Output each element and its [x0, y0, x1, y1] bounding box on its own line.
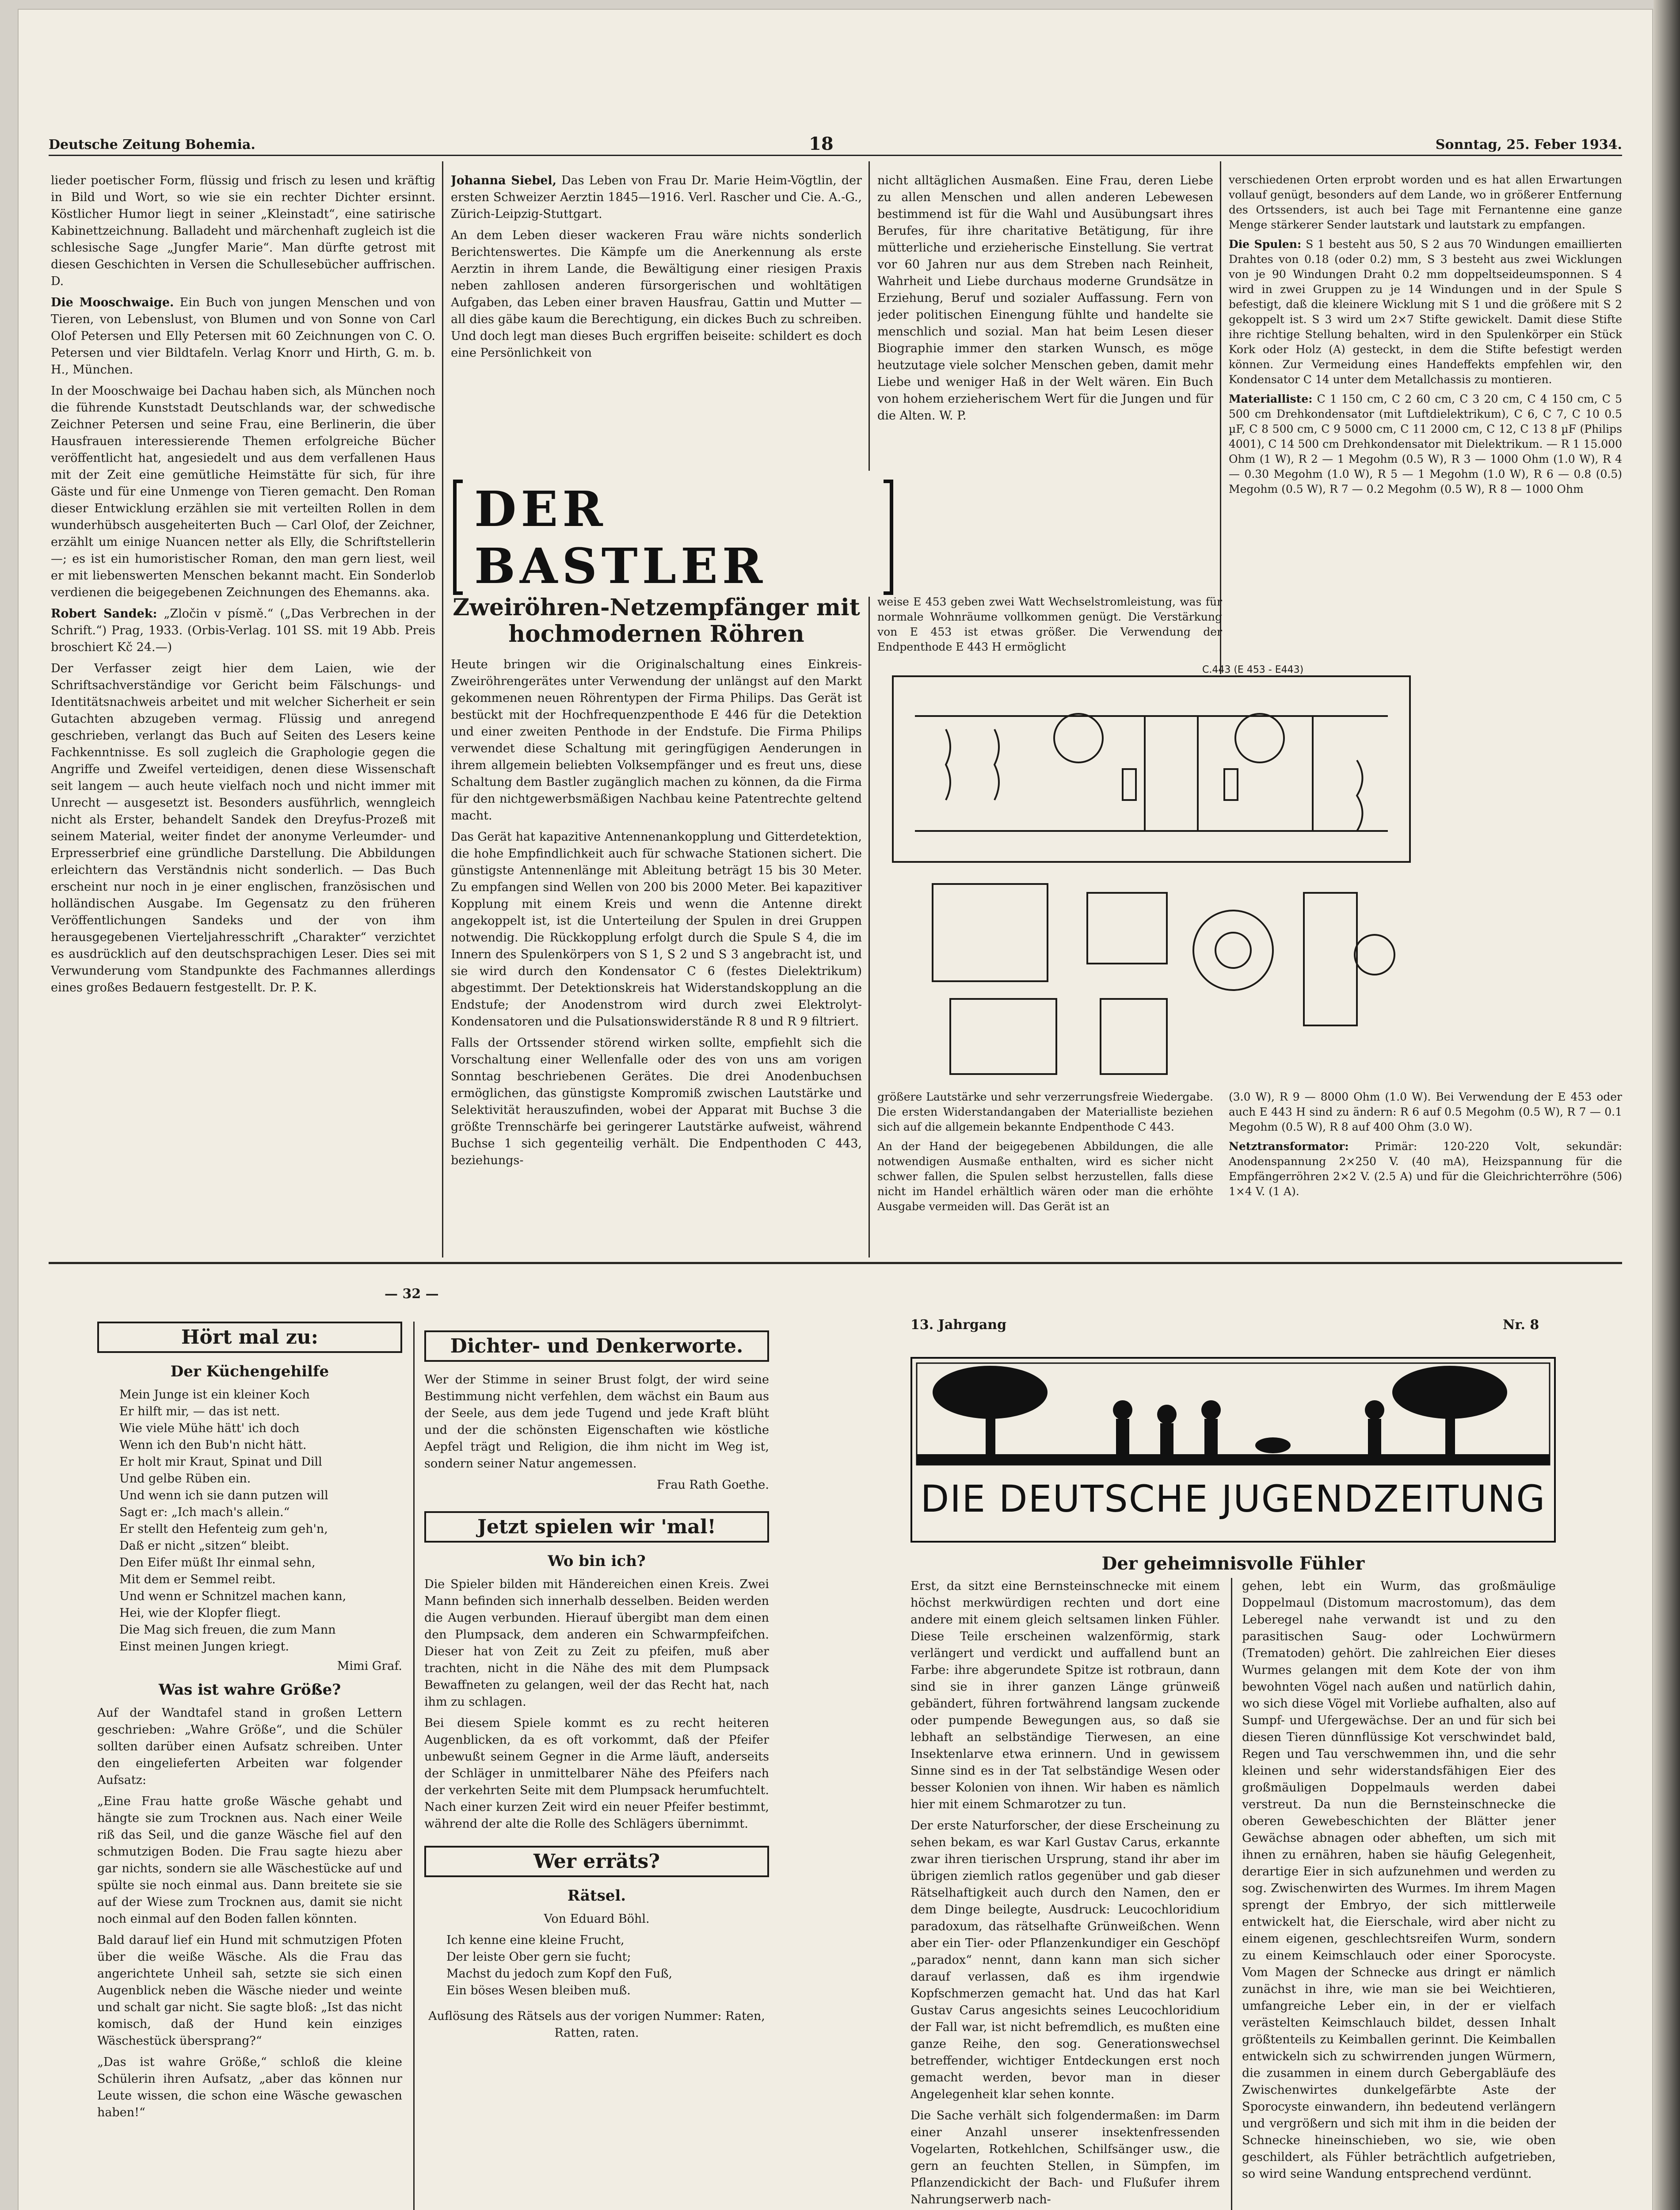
column-rule: [1231, 1578, 1232, 2210]
spielen-title: Jetzt spielen wir 'mal!: [424, 1511, 769, 1543]
poem-line: Wenn ich den Bub'n nicht hätt.: [119, 1438, 307, 1452]
review-text: [51, 606, 435, 656]
header-paper-name: Deutsche Zeitung Bohemia.: [49, 137, 255, 152]
article-text: [1229, 1139, 1622, 1199]
jahrgang-label: 13. Jahrgang: [910, 1317, 1007, 1333]
bastler-article-top: [877, 594, 1222, 661]
article-text: größere Lautstärke und sehr verzerrungsfreie Wiedergabe. Die ersten Widerstandangaben der Materialliste beziehen sich auf die allgemein bekannte Endpenthode C 443.: [877, 1090, 1213, 1133]
poem-line: Den Eifer müßt Ihr einmal sehn,: [119, 1556, 316, 1570]
poem-line: Er hilft mir, — das ist nett.: [119, 1405, 280, 1418]
page-header: [49, 133, 1622, 156]
review-text: Das Leben von Frau Dr. Marie Heim-Vögtlin, der ersten Schweizer Aerztin 1845—1916. Verl. Rascher und Cie. A.-G., Zürich-Leipzig-Stuttgart.: [451, 174, 862, 221]
article-text: Der erste Naturforscher, der diese Erscheinung zu sehen bekam, es war Karl Gustav Carus, erkannte zwar ihren tierischen Ursprung, stand ihr aber im übrigen ziemlich ratlos gegenüber und gab dieser Rätselhaftigkeit auch durch den Namen, den er dem Dinge beilegte, Ausdruck: Leucochloridium paradoxum, das rätselhafte Grünweißchen. Wenn aber ein Tier- oder Pflanzenkundiger ein Geschöpf „paradox“ nennt, dann kann man sich sicher darauf verlassen, daß es ihm irgendwie Kopfschmerzen gemacht hat. Und das hat Karl Gustav Carus angesichts seines Leucochloridium der Fall war, ist nicht befremdlich, es mußten eine ganze Reihe, den sog. Generationswechsel betreffender, wichtiger Entdeckungen erst noch gemacht werden, bevor man in dieser Angelegenheit klar sehen konnte.: [910, 1819, 1220, 2101]
article-text: An der Hand der beigegebenen Abbildungen, die alle notwendigen Ausmaße enthalten, wird es sicher nicht schwer fallen, die Spulen selbst herzustellen, falls diese nicht im Handel erhältlich wären oder man die erhöhte Ausgabe vermeiden will. Das Gerät ist an: [877, 1140, 1213, 1213]
article-text: gehen, lebt ein Wurm, das großmäulige Doppelmaul (Distomum macrostomum), das dem Leberegel nahe verwandt ist und zu den parasitischen Saug- oder Lochwürmern (Trematoden) gehört. Die zahlreichen Eier dieses Wurmes gelangen mit dem Kote der von ihm bewohnten Vögel nach außen und natürlich dahin, wo sich diese Vögel mit Vorliebe aufhalten, also auf Sumpf- und Ufergewächse. Der an und für sich bei diesen Tieren dünnflüssige Kot verschwindet bald, Regen und Tau verschwemmen ihn, und die sehr kleinen und sehr widerstandsfähigen Eier des großmäuligen Doppelmauls werden dabei verstreut. Da nun die Bernsteinschnecke die oberen Gewebeschichten der Blätter jener Gewächse abnagen oder abheften, um sich mit ihnen zu ernähren, haben sie häufig Gelegenheit, derartige Eier in sich aufzunehmen und werden zu sog. Zwischenwirten des Wurmes. Im ihrem Magen sprengt der Embryo, der sich mittlerweile entwickelt hat, die Eierschale, wird aber nicht zu einem eigenen, geschlechtsreifen Wurm, sondern zu einem Keimschlauch oder einer Sporocyste. Vom Magen der Schnecke aus dringt er nämlich zunächst in ihre, wie man sie bei Weichtieren, umfangreiche Leber ein, in der er vielfach verästelten Keimschlauch bildet, dessen Inhalt größtenteils zu Keimballen gerinnt. Die Keimballen entwickeln sich zu schwirrenden jungen Würmern, die zusammen in einem durch Gebergabläufe des Zwischenwirtes dunkelgefärbte Aste der Sporocyste einwandern, ihn bedeutend verlängern und vergrößern und sich mit ihm in die beiden der Schnecke hineinschieben, wo sie, wie oben geschildert, als Fühler beträchtlich aufgetrieben, so wird seine Wandung entsprechend verdünnt.: [1242, 1579, 1556, 2181]
review-text: „Zločin v písmě.“ („Das Verbrechen in der Schrift.“) Prag, 1933. (Orbis-Verlag. 101 SS. mit 19 Abb. Preis broschiert Kč 24.—): [51, 607, 435, 654]
poem-line: Hei, wie der Klopfer fliegt.: [119, 1606, 281, 1620]
hoert-mal-column: [97, 1322, 402, 2210]
section-label: Netztransformator:: [1229, 1140, 1349, 1153]
review-text: In der Mooschwaige bei Dachau haben sich, als München noch die führende Kunststadt Deutschlands war, der schwedische Zeichner Petersen und seine Frau, eine Berlinerin, die über Hausfrauen interessierende Themen erfolgreiche Bücher veröffentlicht hat, angesiedelt und aus dem verfallenen Haus mit der Zeit eine gemütliche Heimstätte für sich, für ihre Gäste und für eine Unmenge von Tieren gemacht. Den Roman dieser Entwicklung erzählen sie mit verteilten Rollen in dem wunderhübsch ausgeheiterten Buch — Carl Olof, der Zeichner, erzählt um einige Nuancen netter als Elly, die Schriftstellerin —; es ist ein humoristischer Roman, den man gern liest, weil er mit liebenswerten Menschen bekannt macht. Ein Sonderlob verdienen die beigegebenen Zeichnungen des Ehemanns. aka.: [51, 384, 435, 599]
column-rule: [413, 1322, 415, 2210]
story-text: Bald darauf lief ein Hund mit schmutzigen Pfoten über die weiße Wäsche. Als die Frau das angerichtete Unheil sah, setzte sie sich einen Augenblick neben die Wäsche nieder und weinte und schalt gar nicht. Sie sagte bloß: „Ist das nicht komisch, daß der Hund kein einziges Wäschestück übersprang?“: [97, 1933, 402, 2048]
dichter-title: Dichter- und Denkerworte.: [424, 1330, 769, 1362]
dichter-column: [424, 1330, 769, 2210]
poem-line: Wie viele Mühe hätt' ich doch: [119, 1421, 300, 1435]
fuehler-column-1: [910, 1578, 1220, 2210]
article-text: C 1 150 cm, C 2 60 cm, C 3 20 cm, C 4 150 cm, C 5 500 cm Drehkondensator (mit Luftdielektrikum), C 6, C 7, C 10 0.5 µF, C 8 500 cm, C 9 5000 cm, C 11 2000 cm, C 12, C 13 8 µF (Philips 4001), C 14 500 cm Drehkondensator mit Dielektrikum. — R 1 15.000 Ohm (1 W), R 2 — 1 Megohm (0.5 W), R 3 — 1000 Ohm (1.0 W), R 4 — 0.30 Megohm (1.0 W), R 5 — 1 Megohm (1.0 W), R 6 — 0.8 (0.5) Megohm (0.5 W), R 7 — 0.2 Megohm (0.5 W), R 8 — 1000 Ohm: [1229, 392, 1622, 495]
poem-kuechengehilfe: [97, 1387, 402, 1655]
poem-author: Mimi Graf.: [337, 1659, 402, 1673]
article-text: Die Sache verhält sich folgendermaßen: im Darm einer Anzahl unserer insektenfressenden Vogelarten, Rotkehlchen, Schilfsänger usw., die gern an feuchten Stellen, in Sümpfen, im Pflanzendickicht der Bach- und Flußufer ihrem Nahrungserwerb nach-: [910, 2109, 1220, 2206]
newspaper-page: [18, 9, 1653, 2210]
page-number-left: — 32 —: [385, 1286, 439, 1302]
review-title: Die Mooschwaige.: [51, 296, 174, 309]
story-title: Was ist wahre Größe?: [158, 1681, 341, 1699]
poem-title: Der Küchengehilfe: [170, 1363, 329, 1380]
poem-line: Er stellt den Hefenteig zum geh'n,: [119, 1522, 328, 1536]
article-text: Falls der Ortssender störend wirken sollte, empfiehlt sich die Vorschaltung einer Wellenfalle oder des von uns am vorigen Sonntag beschriebenen Gerätes. Die drei Anodenbuchsen ermöglichen, das günstigste Kompromiß zwischen Lautstärke und Selektivität herauszufinden, wobei der Apparat mit Buchse 3 die größte Trennschärfe bei geringerer Lautstärke aufweist, während Buchse 1 sich gegenteilig verhält. Die Endpenthoden C 443, beziehungs-: [451, 1036, 862, 1167]
review-text: An dem Leben dieser wackeren Frau wäre nichts sonderlich Berichtenswertes. Die Kämpfe um die Anerkennung als erste Aerztin in ihrem Lande, die Bewältigung einer riesigen Praxis neben zahllosen anderen fürsorgerischen und wohltätigen Aufgaben, das Leben einer braven Hausfrau, Gattin und Mutter — all dies gäbe kaum die Berechtigung, ein dickes Buch zu schreiben. Und doch legt man dieses Buch ergriffen beiseite: schildert es doch eine Persönlichkeit von: [451, 229, 862, 360]
review-text: [451, 172, 862, 223]
story-text: Auf der Wandtafel stand in großen Lettern geschrieben: „Wahre Größe“, und die Schüler sollten darüber einen Aufsatz schreiben. Unter den eingelieferten Arbeiten war folgender Aufsatz:: [97, 1706, 402, 1787]
page-edge: [1653, 0, 1680, 2210]
poem-line: Mein Junge ist ein kleiner Koch: [119, 1388, 310, 1402]
poem-line: Sagt er: „Ich mach's allein.“: [119, 1505, 290, 1519]
book-review-continued: [877, 172, 1213, 464]
article-text: (3.0 W), R 9 — 8000 Ohm (1.0 W). Bei Verwendung der E 453 oder auch E 443 H sind zu ändern: R 6 auf 0.5 Megohm (0.5 W), R 7 — 0.1 Megohm (0.5 W), R 8 auf 400 Ohm (3.0 W).: [1229, 1090, 1622, 1133]
story-text: „Eine Frau hatte große Wäsche gehabt und hängte sie zum Trocknen aus. Nach einer Weile riß das Seil, und die ganze Wäsche fiel auf den schmutzigen Boden. Die Frau sagte hiezu aber gar nichts, sondern sie alle Wäschestücke auf und spülte sie noch einmal aus. Dann breitete sie sie auf der Wiese zum Trocknen aus, damit sie nicht noch einmal auf den Boden fallen könnten.: [97, 1795, 402, 1926]
section-label: Materialliste:: [1229, 392, 1313, 405]
review-text: Ein Buch von jungen Menschen und von Tieren, von Lebenslust, von Blumen und von Sonne von Carl Olof Petersen und Elly Petersen mit 60 Zeichnungen von C. O. Petersen und vier Bildtafeln. Verlag Knorr und Hirth, G. m. b. H., München.: [51, 296, 435, 377]
story-text: „Das ist wahre Größe,“ schloß die kleine Schülerin ihren Aufsatz, „aber das können nur Leute wissen, die schon eine Wäsche gewaschen haben!“: [97, 2055, 402, 2119]
game-text: Die Spieler bilden mit Händereichen einen Kreis. Zwei Mann befinden sich innerhalb desselben. Beiden werden die Augen verbunden. Hierauf übergibt man dem einen den Plumpsack, dem anderen ein Schwarmpfeifchen. Dieser hat von Zeit zu Zeit zu pfeifen, muß aber trachten, nicht in die Nähe des mit dem Plumpsack Bewaffneten zu gelangen, weil der das Recht hat, nach ihm zu schlagen.: [424, 1577, 769, 1709]
review-title: Johanna Siebel,: [451, 174, 557, 187]
article-text: [1229, 237, 1622, 387]
riddle-title: Rätsel.: [567, 1887, 626, 1905]
riddle-line: Ein böses Wesen bleiben muß.: [446, 1984, 631, 1997]
column-rule: [869, 597, 870, 1257]
header-page-number: 18: [809, 133, 834, 154]
book-reviews-column: [51, 172, 435, 1251]
riddle-line: Ich kenne eine kleine Frucht,: [446, 1933, 625, 1947]
hoert-title: Hört mal zu:: [97, 1322, 402, 1353]
bastler-banner: [453, 480, 893, 595]
riddle-poem: [424, 1932, 769, 1999]
game-title: Wo bin ich?: [548, 1552, 646, 1570]
issue-number: Nr. 8: [1503, 1317, 1539, 1333]
poem-line: Und gelbe Rüben ein.: [119, 1472, 251, 1486]
review-text: nicht alltäglichen Ausmaßen. Eine Frau, deren Liebe zu allen Menschen und allen anderen Lebewesen bestimmend ist für die Wahl und Ausübungsart ihres Berufes, für ihre charitative Betätigung, für ihre mütterliche und erzieherische Einstellung. Sie vertrat vor 60 Jahren nur aus dem Streben nach Reinheit, Wahrheit und Liebe durchaus moderne Grundsätze in Erziehung, Beruf und sozialer Auffassung. Fern von jeder politischen Einengung fühlte und handelte sie menschlich und sozial. Man hat beim Lesen dieser Biographie immer den starken Wunsch, es möge heutzutage viele solcher Menschen geben, damit mehr Liebe und weniger Haß in der Welt wären. Ein Buch von hohem erzieherischem Wert für die Jungen und für die Alten. W. P.: [877, 174, 1213, 423]
riddle-author: Von Eduard Böhl.: [544, 1912, 650, 1926]
quote-text: Wer der Stimme in seiner Brust folgt, der wird seine Bestimmung nicht verfehlen, dem wächst ein Baum aus der Seele, aus dem jede Tugend und jede Kraft blüht und der die schönsten Eigenschaften wie köstliche Aepfel trägt und Religion, die ihm nicht im Weg ist, sondern seiner Natur angemessen.: [424, 1373, 769, 1471]
schematic-label: C.443 (E 453 - E443): [1202, 664, 1304, 675]
article-text: Primär: 120-220 Volt, sekundär: Anodenspannung 2×250 V. (40 mA), Heizspannung für die Empfängerröhren 2×2 V. (2.5 A) und für die Gleichrichterröhre (506) 1×4 V. (1 A).: [1229, 1140, 1622, 1198]
review-text: Der Verfasser zeigt hier dem Laien, wie der Schriftsachverständige vor Gericht beim Fälschungs- und Identitätsnachweis arbeitet und mit welcher Sicherheit er sein Gutachten abzugeben vermag. Flüssig und anregend geschrieben, verlangt das Buch auf Seiten des Lesers keine Fachkenntnisse. Es soll zugleich die Graphologie gegen die Angriffe und Zweifel verteidigen, denen diese Wissenschaft seit langem — auch heute vielfach noch und nicht immer mit Unrecht — ausgesetzt ist. Besonders ausführlich, wenngleich nicht als Erster, behandelt Sandek den Dreyfus-Prozeß mit seinem Material, weiter findet der anonyme Verleumder- und Erpresserbrief eine gründliche Darstellung. Die Abbildungen erleichtern das Verständnis nicht sonderlich. — Das Buch erscheint nur noch in je einer englischen, französischen und holländischen Ausgabe. Im Gegensatz zu den früheren Veröffentlichungen Sandeks und der von ihm herausgegebenen Vierteljahresschrift „Charakter“ verzichtet es ausdrücklich auf den deutschsprachigen Leser. Dies sei mit Verwunderung vom Standpunkte des Fachmannes allerdings eines großes Bedauern festgestellt. Dr. P. K.: [51, 662, 435, 994]
poem-line: Die Mag sich freuen, die zum Mann: [119, 1623, 336, 1637]
header-date: Sonntag, 25. Feber 1934.: [1435, 137, 1622, 152]
column-rule: [869, 161, 870, 471]
riddle-line: Machst du jedoch zum Kopf den Fuß,: [446, 1967, 673, 1981]
poem-line: Mit dem er Semmel reibt.: [119, 1573, 276, 1586]
article-text: Das Gerät hat kapazitive Antennenankopplung und Gitterdetektion, die hohe Empfindlichkeit auch für schwache Stationen sichert. Die günstigste Antennenlänge mit Ableitung beträgt 15 bis 30 Meter. Zu empfangen sind Wellen von 200 bis 2000 Meter. Bei kapazitiver Kopplung mit einem Kreis und wenn die Antenne direkt angekoppelt ist, ist die Unterteilung der Spulen in drei Gruppen notwendig. Die Rückkopplung erfolgt durch die Spule S 4, die im Innern des Spulenkörpers von S 1, S 2 und S 3 angebracht ist, und sie wird durch den Kondensator C 6 (festes Dielektrikum) abgestimmt. Der Detektionskreis hat Widerstandskopplung an die Endstufe; der Anodenstrom wird durch zwei Elektrolyt-Kondensatoren und die Pulsationswiderstände R 8 und R 9 filtriert.: [451, 830, 862, 1029]
bastler-article-bottom: [877, 1090, 1213, 1253]
poem-line: Er holt mir Kraut, Spinat und Dill: [119, 1455, 322, 1469]
jugend-title: DIE DEUTSCHE JUGENDZEITUNG: [920, 1477, 1546, 1520]
article-text: verschiedenen Orten erprobt worden und es hat allen Erwartungen vollauf genügt, besonders auf dem Lande, wo in größerer Entfernung des Ortssenders, ist auch bei Tage mit Fernantenne eine ganze Menge stärkerer Sender lautstark und lautstark zu empfangen.: [1229, 173, 1622, 231]
article-text: S 1 besteht aus 50, S 2 aus 70 Windungen emaillierten Drahtes von 0.18 (oder 0.2) mm, S 3 besteht aus zwei Wicklungen von je 90 Windungen Draht 0.2 mm doppeltseideumsponnen. S 4 wird in zwei Gruppen zu je 14 Windungen und in der Spule S befestigt, daß die kleinere Wicklung mit S 1 und die größere mit S 2 gekoppelt ist. S 3 wird um 2×7 Stifte gewickelt. Damit diese Stifte ihre richtige Stellung behalten, wird in den Spulenkörper ein Stück Kork oder Holz (A) gesteckt, in dem die Stifte befestigt werden können. Zur Vermeidung eines Handeffekts empfehlen wir, den Kondensator C 14 unter dem Metallchassis zu montieren.: [1229, 238, 1622, 386]
section-label: Die Spulen:: [1229, 238, 1302, 251]
review-title: Robert Sandek:: [51, 607, 157, 621]
section-divider: [49, 1262, 1622, 1264]
riddle-line: Der leiste Ober gern sie fucht;: [446, 1950, 631, 1964]
circuit-schematic: [880, 663, 1423, 1087]
fuehler-column-2: [1242, 1578, 1556, 2210]
poem-line: Einst meinen Jungen kriegt.: [119, 1640, 290, 1654]
bastler-title: DER BASTLER: [463, 479, 884, 596]
bastler-article-top-right: [1229, 594, 1622, 661]
article-text: Heute bringen wir die Originalschaltung eines Einkreis-Zweiröhrengerätes unter Verwendung der unlängst auf den Markt gekommenen neuen Röhrentypen der Firma Philips. Das Gerät ist bestückt mit der Hochfrequenzpenthode E 446 für die Detektion und einer zweiten Penthode in der Endstufe. Die Firma Philips verwendet diese Schaltung mit geringfügigen Aenderungen in ihrem allgemein beliebten Volksempfänger und es freut uns, diese Schaltung dem Bastler zugänglich machen zu können, da die Firma für den nichtgewerbsmäßigen Nachbau keine Patentrechte geltend macht.: [451, 658, 862, 823]
book-review-heim: [451, 172, 862, 464]
bastler-article-bottom-right: [1229, 1090, 1622, 1253]
fuehler-header: [910, 1547, 1556, 1574]
poem-line: Und wenn er Schnitzel machen kann,: [119, 1589, 347, 1603]
poem-line: Und wenn ich sie dann putzen will: [119, 1489, 328, 1502]
article-text: [1229, 392, 1622, 497]
review-text: [51, 294, 435, 378]
article-text: weise E 453 geben zwei Watt Wechselstromleistung, was für normale Wohnräume vollkommen genügt. Die Verstärkung von E 453 ist etwas größer. Die Verwendung der Endpenthode E 443 H ermöglicht: [877, 595, 1222, 653]
erraets-title: Wer erräts?: [424, 1846, 769, 1877]
bastler-article-column: [451, 594, 862, 1253]
fuehler-title: Der geheimnisvolle Fühler: [1101, 1553, 1365, 1574]
article-text: Erst, da sitzt eine Bernsteinschnecke mit einem höchst merkwürdigen rechten und dort eine andere mit einem gleich seltsamen linken Fühler. Diese Teile erscheinen walzenförmig, stark verlängert und verdickt und auffallend bunt an Farbe: ihre abgerundete Spitze ist rotbraun, dann sind sie in ihrer ganzen Länge grünweiß gebändert, führen fortwährend langsam zuckende oder pumpende Bewegungen aus, so daß sie lebhaft an selbständige Tierwesen, an eine Insektenlarve etwa erinnern. Und in gewissem Sinne sind es in der Tat selbständige Wesen oder besser Kolonien von ihnen. Wir haben es nämlich hier mit einem Schmarotzer zu tun.: [910, 1579, 1220, 1811]
article-headline: Zweiröhren-Netzempfänger mit hochmodernen Röhren: [453, 594, 860, 648]
riddle-solution: Auflösung des Rätsels aus der vorigen Nummer: Raten, Ratten, raten.: [428, 2009, 765, 2040]
game-text: Bei diesem Spiele kommt es zu recht heiteren Augenblicken, da es oft vorkommt, daß der Pfeifer unbewußt seinem Gegner in die Arme läuft, anderseits der Schläger in unmittelbarer Nähe des Pfeifers nach der verkehrten Seite mit dem Plumpsack herumfuchtelt. Nach einer kurzen Zeit wird ein neuer Pfeifer bestimmt, während der alte die Rolle des Schlägers übernimmt.: [424, 1716, 769, 1831]
quote-author: Frau Rath Goethe.: [656, 1478, 769, 1492]
poem-line: Daß er nicht „sitzen“ bleibt.: [119, 1539, 290, 1553]
column-rule: [442, 161, 443, 1257]
jugendzeitung-banner: [910, 1357, 1556, 1543]
review-text: lieder poetischer Form, flüssig und frisch zu lesen und kräftig in Bild und Wort, so wie sie ein rechter Dichter ersinnt. Köstlicher Humor liegt in seiner „Kleinstadt“, eine satirische Kabinettzeichnung. Balladeht und märchenhaft zugleich ist die schlesische Sage „Jungfer Marie“. Man dürfte getrost mit diesen Geschichten in Versen die Schullesebücher auffrischen. D.: [51, 174, 435, 288]
